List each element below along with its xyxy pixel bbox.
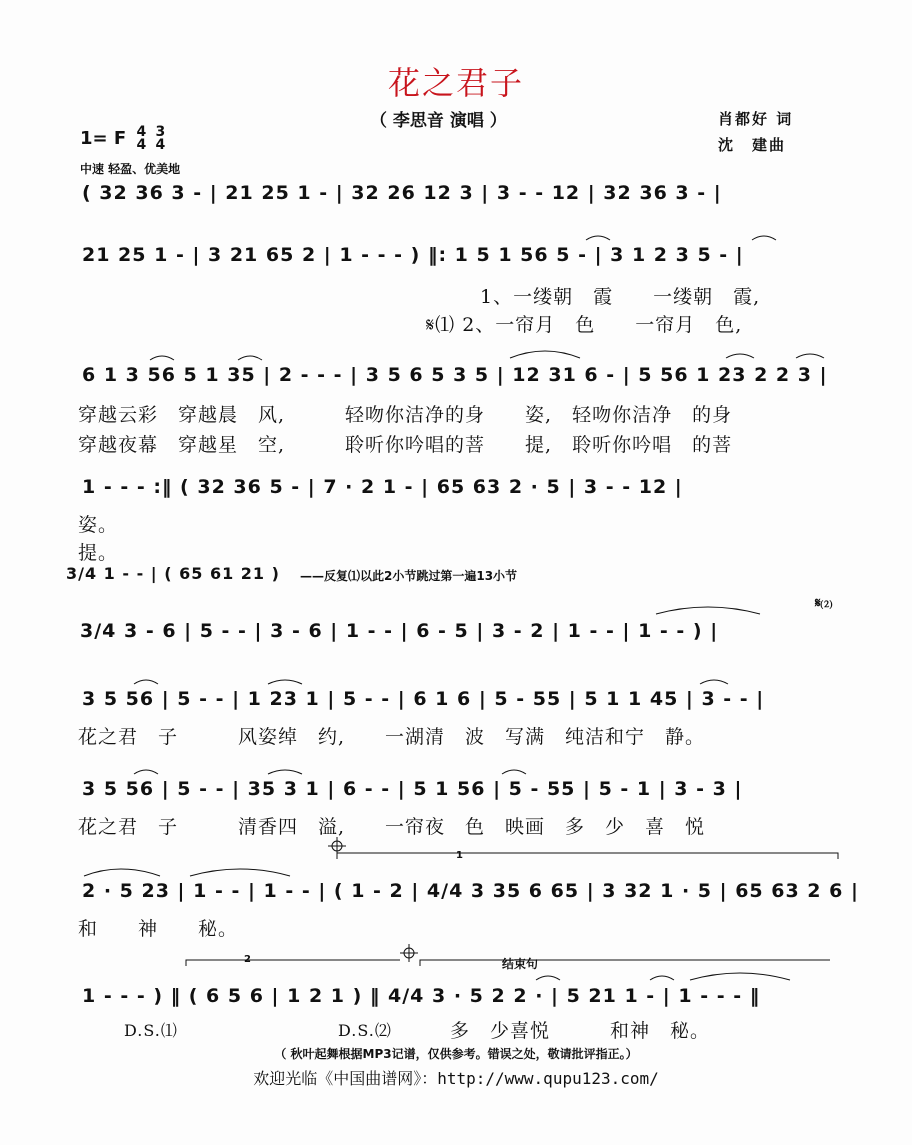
slur [690,973,790,980]
lyric-row-4-verse-2: 提。 [78,542,119,564]
lyric-row-4-verse-1: 姿。 [78,514,119,536]
lyric-row-9: 和 神 秘。 [78,918,239,940]
ds-2-marking: D.S.⑵ [338,1021,392,1040]
lyric-row-8: 花之君 子 清香四 溢, 一帘夜 色 映画 多 少 喜 悦 [78,816,706,838]
lyric-row-3-verse-2: 穿越夜幕 穿越星 空, 聆听你吟唱的菩 提, 聆听你吟唱 的菩 [78,434,733,456]
coda-sign-2 [400,944,418,962]
lyricist-credit: 肖都好 词 [718,110,794,128]
slur [796,354,824,358]
slur [700,680,728,684]
slur [650,976,674,980]
volta-2-number: 2 [244,954,251,965]
website-credit: 欢迎光临《中国曲谱网》：http://www.qupu123.com/ [253,1069,659,1088]
notation-row-6: 3/4 3 - 6 | 5 - - | 3 - 6 | 1 - - | 6 - 5 | 3 - 2 | 1 - - | 1 - - ) | [80,620,719,642]
song-title: 花之君子 [387,64,524,102]
notation-row-10: 1 - - - ) ‖ ( 6 5 6 | 1 2 1 ) ‖ 4/4 3 · 5 2 2 · | 5 21 1 - | 1 - - - ‖ [82,985,761,1007]
slur [238,356,262,360]
volta-2-bracket [186,960,400,966]
lyric-row-7: 花之君 子 风姿绰 约, 一湖清 波 写满 纯洁和宁 静。 [78,726,706,748]
segno-2-marking: 𝄋⑵ [815,596,833,611]
slur [150,356,174,360]
slur [134,680,158,684]
slur [268,680,302,684]
notation-row-5: 3/4 1 - - | ( 65 61 21 ) [66,564,280,583]
notation-row-9: 2 · 5 23 | 1 - - | 1 - - | ( 1 - 2 | 4/4 3 35 6 65 | 3 32 1 · 5 | 65 63 2 6 | [82,880,859,902]
slur [656,607,760,614]
notation-row-4: 1 - - - :‖ ( 32 36 5 - | 7 · 2 1 - | 65 63 2 · 5 | 3 - - 12 | [82,476,683,498]
ending-label: 结束句 [502,957,539,971]
slur [586,236,610,240]
volta-1-number: 1 [456,850,463,861]
slur [510,351,580,358]
transcriber-note: （ 秋叶起舞根据MP3记谱，仅供参考。错误之处，敬请批评指正。） [274,1047,638,1061]
repeat-instruction: ——反复⑴以此2小节跳过第一遍13小节 [300,569,518,583]
composer-credit: 沈 建曲 [718,136,787,154]
notation-row-3: 6 1 3 56 5 1 35 | 2 - - - | 3 5 6 5 3 5 | 12 31 6 - | 5 56 1 23 2 2 3 | [82,364,828,386]
key-signature: 1= F 4 4 3 4 [80,124,166,153]
notation-row-8: 3 5 56 | 5 - - | 35 3 1 | 6 - - | 5 1 56 | 5 - 55 | 5 - 1 | 3 - 3 | [82,778,743,800]
tempo-marking: 中速 轻盈、优美地 [80,162,181,176]
lyric-row-2-verse-1: 1、一缕朝 霞 一缕朝 霞, [480,286,761,308]
lyric-row-2-verse-2: 𝄋⑴ 2、一帘月 色 一帘月 色, [426,314,743,336]
notation-row-2: 21 25 1 - | 3 21 65 2 | 1 - - - ) ‖: 1 5 1 56 5 - | 3 1 2 3 5 - | [82,244,744,266]
slur [268,770,302,774]
slur [502,770,526,774]
lyric-row-10: 多 少喜悦 和神 秘。 [450,1020,711,1042]
volta-1-bracket [337,853,838,859]
slur [134,770,158,774]
slur [536,976,560,980]
ending-bracket [420,960,830,966]
notation-row-7: 3 5 56 | 5 - - | 1 23 1 | 5 - - | 6 1 6 | 5 - 55 | 5 1 1 45 | 3 - - | [82,688,765,710]
slur [190,869,290,876]
notation-row-1: ( 32 36 3 - | 21 25 1 - | 32 26 12 3 | 3 - - 12 | 32 36 3 - | [82,182,722,204]
slur [726,354,754,358]
ds-1-marking: D.S.⑴ [124,1021,178,1040]
coda-sign-1 [328,837,346,855]
performer-credit: （ 李思音 演唱 ） [370,111,507,131]
slur [752,236,776,240]
slur [84,869,160,876]
lyric-row-3-verse-1: 穿越云彩 穿越晨 风, 轻吻你洁净的身 姿, 轻吻你洁净 的身 [78,404,733,426]
